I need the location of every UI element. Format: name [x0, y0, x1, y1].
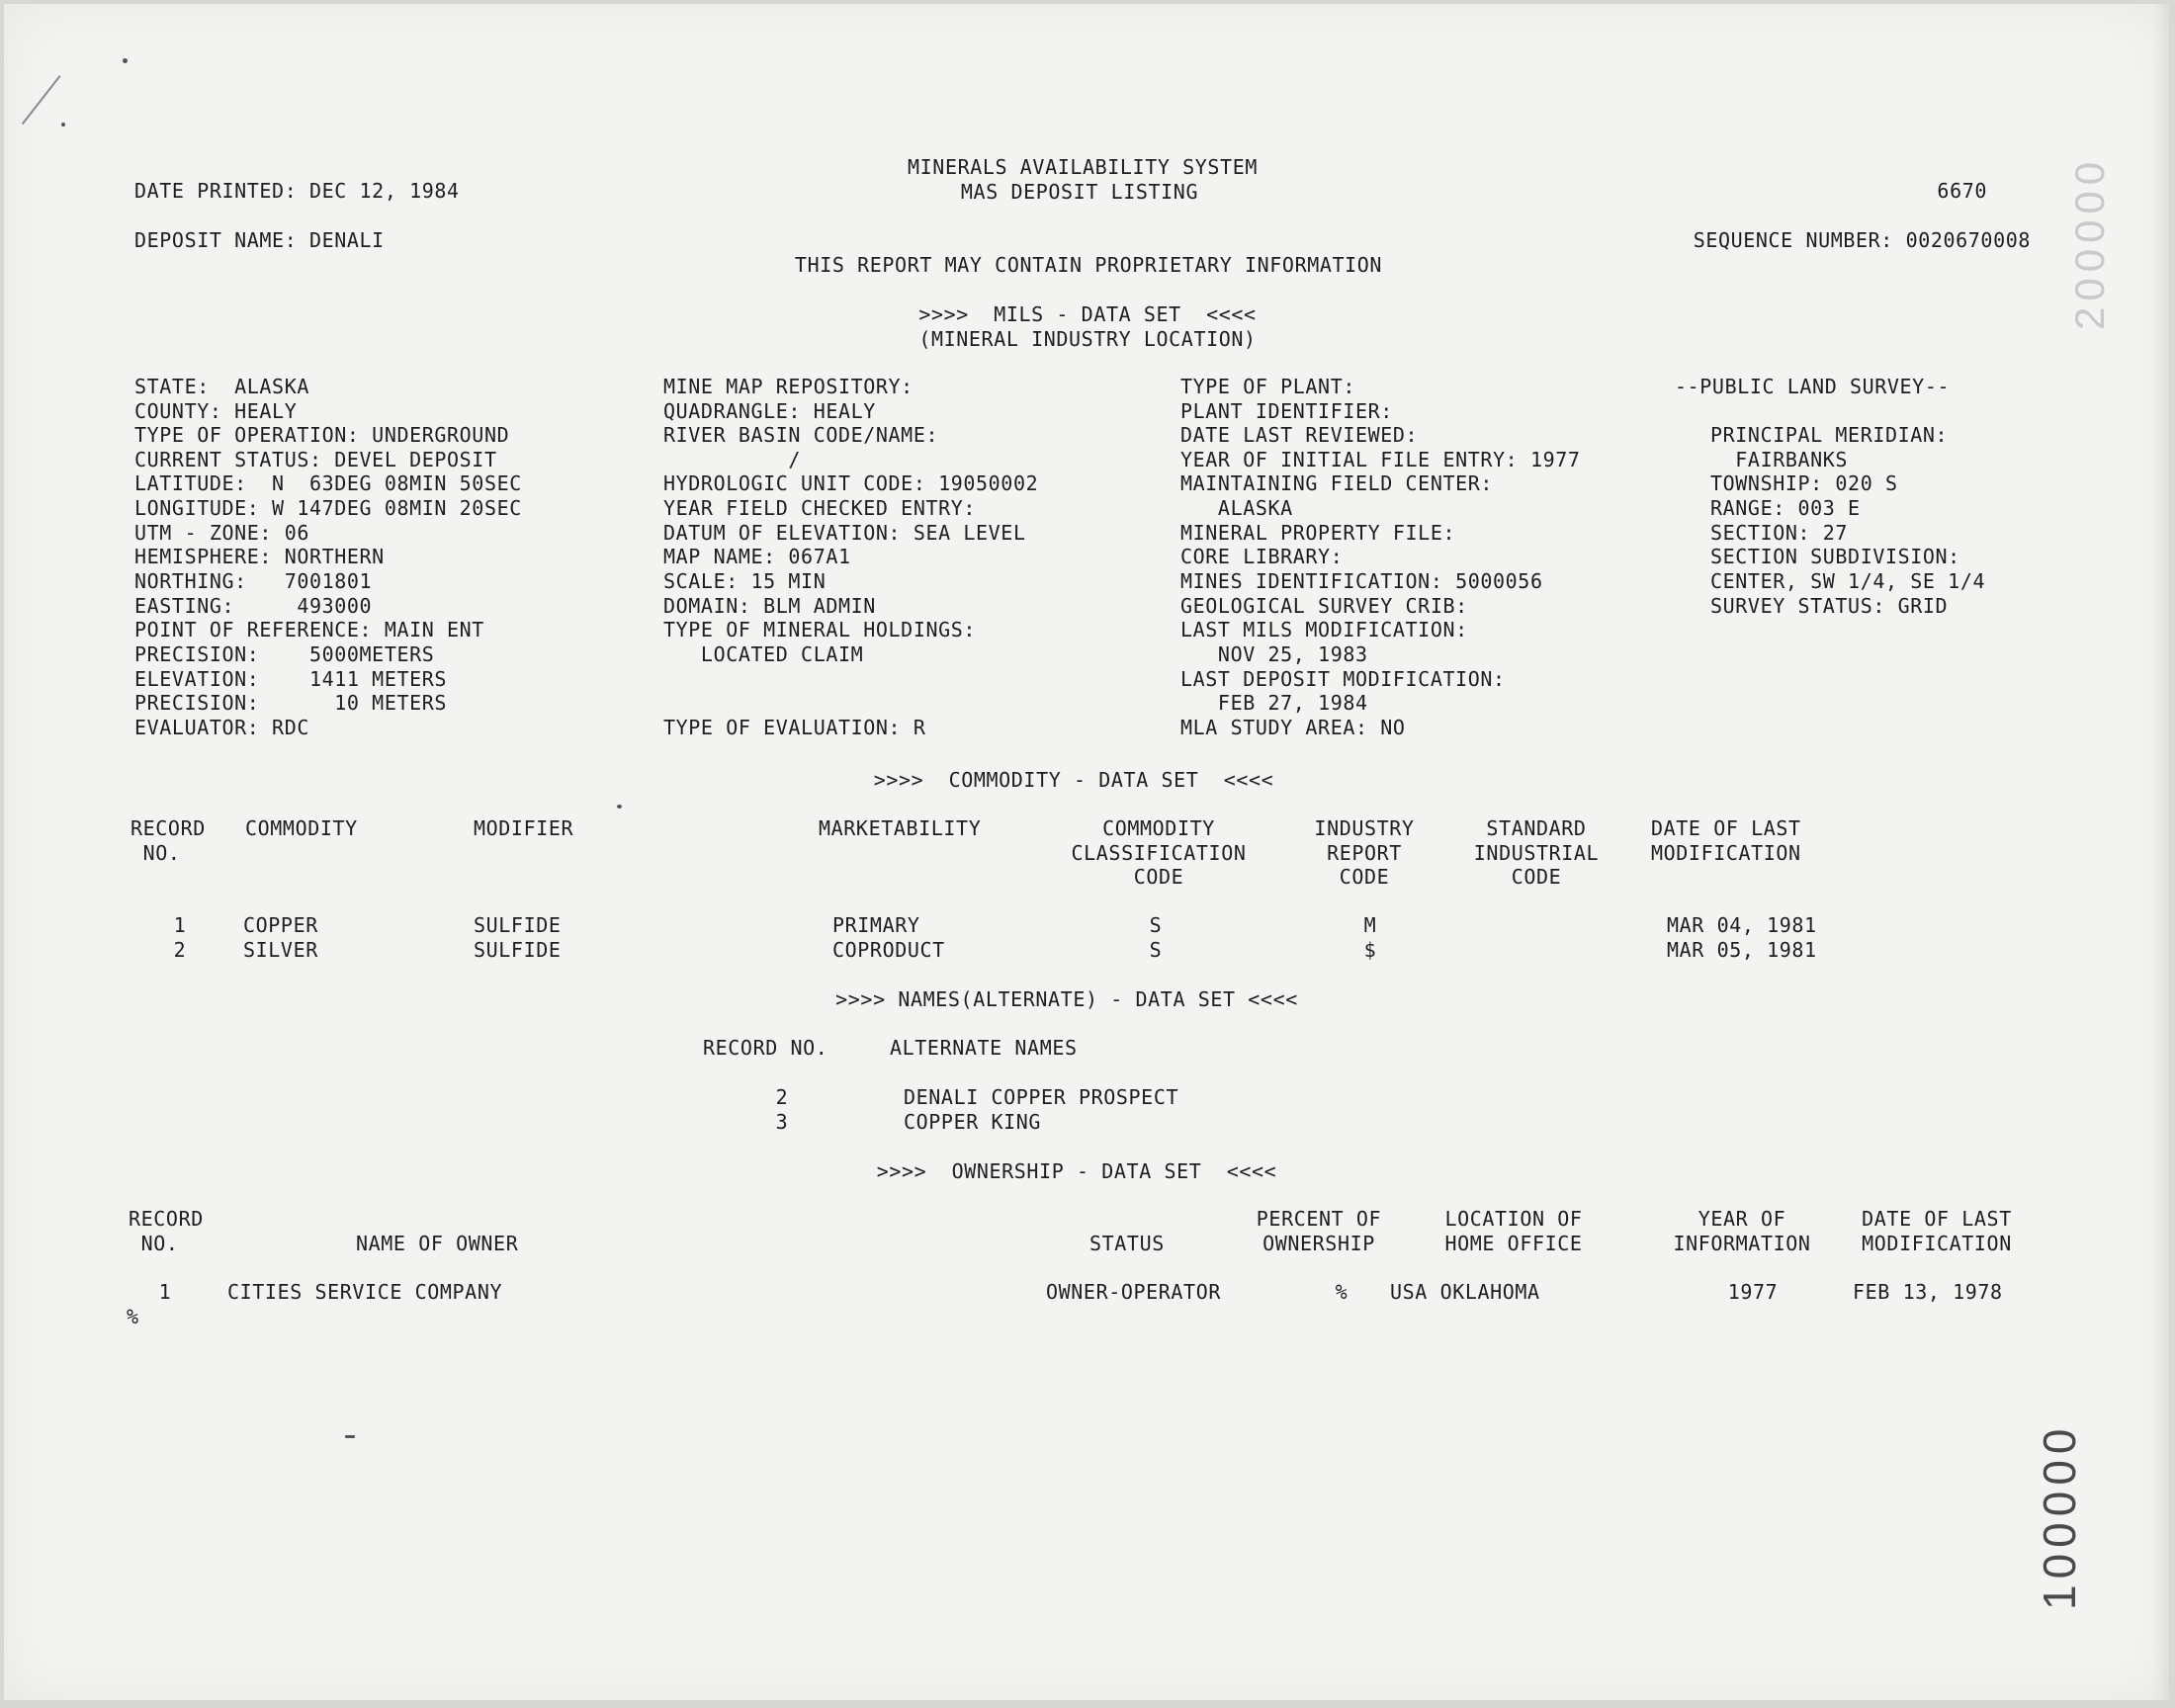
ownership-header: YEAR OF INFORMATION [1673, 1207, 1811, 1255]
ownership-header: PERCENT OF OWNERSHIP [1256, 1207, 1382, 1255]
mils-col3-line: LAST DEPOSIT MODIFICATION: [1180, 667, 1506, 691]
mils-col1-line: PRECISION: 5000METERS [134, 642, 435, 666]
names-header: RECORD NO. [703, 1036, 828, 1060]
mils-col2-line: DATUM OF ELEVATION: SEA LEVEL [663, 521, 1026, 545]
commodity-header: COMMODITY CLASSIFICATION CODE [1071, 816, 1247, 889]
mils-section-subtitle: (MINERAL INDUSTRY LOCATION) [918, 327, 1257, 351]
mils-col4-line: --PUBLIC LAND SURVEY-- [1675, 375, 1951, 398]
mils-col3-line: GEOLOGICAL SURVEY CRIB: [1180, 594, 1468, 618]
listing-title: MAS DEPOSIT LISTING [960, 180, 1199, 204]
mils-col2-line: RIVER BASIN CODE/NAME: [663, 423, 939, 447]
commodity-cell: $ [1363, 938, 1377, 962]
speck [123, 58, 128, 63]
ownership-cell: CITIES SERVICE COMPANY [227, 1280, 503, 1304]
mils-col2-line: QUADRANGLE: HEALY [663, 399, 876, 423]
mils-col1-line: EASTING: 493000 [134, 594, 373, 618]
mils-col3-line: LAST MILS MODIFICATION: [1180, 618, 1468, 641]
ownership-cell: % [1335, 1280, 1348, 1304]
commodity-cell: 2 [173, 938, 187, 962]
mils-col2-line: YEAR FIELD CHECKED ENTRY: [663, 496, 977, 520]
ownership-cell: OWNER-OPERATOR [1046, 1280, 1221, 1304]
ownership-cell: 1977 [1727, 1280, 1779, 1304]
mils-col1-line: EVALUATOR: RDC [134, 716, 309, 739]
speck [61, 123, 65, 127]
mils-col2-line: SCALE: 15 MIN [663, 569, 826, 593]
mils-col2-line: MINE MAP REPOSITORY: [663, 375, 914, 398]
mils-col2-line: LOCATED CLAIM [663, 642, 864, 666]
pencil-mark [22, 75, 61, 125]
commodity-cell: S [1149, 938, 1163, 962]
mils-col3-line: NOV 25, 1983 [1180, 642, 1368, 666]
mils-col1-line: LONGITUDE: W 147DEG 08MIN 20SEC [134, 496, 522, 520]
ownership-header: STATUS [1089, 1232, 1165, 1255]
names-cell: DENALI COPPER PROSPECT [904, 1085, 1179, 1109]
mils-col1-line: UTM - ZONE: 06 [134, 521, 309, 545]
commodity-cell: S [1149, 913, 1163, 937]
commodity-cell: M [1363, 913, 1377, 937]
ownership-cell: USA OKLAHOMA [1390, 1280, 1540, 1304]
mils-col3-line: YEAR OF INITIAL FILE ENTRY: 1977 [1180, 448, 1581, 471]
mils-col4-line: PRINCIPAL MERIDIAN: [1710, 423, 1949, 447]
mils-col4-line: RANGE: 003 E [1710, 496, 1861, 520]
commodity-header: DATE OF LAST MODIFICATION [1651, 816, 1801, 865]
commodity-cell: PRIMARY [832, 913, 920, 937]
mils-section-title: >>>> MILS - DATA SET <<<< [918, 302, 1257, 326]
mils-col3-line: PLANT IDENTIFIER: [1180, 399, 1393, 423]
mils-col1-line: NORTHING: 7001801 [134, 569, 373, 593]
commodity-cell: COPRODUCT [832, 938, 945, 962]
mils-col4-line: CENTER, SW 1/4, SE 1/4 [1710, 569, 1986, 593]
mils-col2-line: MAP NAME: 067A1 [663, 545, 851, 568]
mils-col3-line: MINERAL PROPERTY FILE: [1180, 521, 1456, 545]
deposit-name: DEPOSIT NAME: DENALI [134, 228, 385, 252]
commodity-header: STANDARD INDUSTRIAL CODE [1473, 816, 1600, 889]
system-title: MINERALS AVAILABILITY SYSTEM [908, 155, 1258, 179]
mils-col1-line: STATE: ALASKA [134, 375, 309, 398]
ownership-header: RECORD NO. [129, 1207, 204, 1255]
mils-col2-line: / [663, 448, 802, 471]
scanned-page [4, 4, 2169, 1700]
mils-col3-line: MAINTAINING FIELD CENTER: [1180, 471, 1494, 495]
ownership-cell: 1 [158, 1280, 172, 1304]
mils-col3-line: FEB 27, 1984 [1180, 691, 1368, 715]
date-printed: DATE PRINTED: DEC 12, 1984 [134, 179, 460, 203]
mils-col3-line: MINES IDENTIFICATION: 5000056 [1180, 569, 1543, 593]
commodity-header: RECORD NO. [130, 816, 206, 865]
mils-col3-line: ALASKA [1180, 496, 1293, 520]
commodity-cell: SULFIDE [474, 938, 562, 962]
mils-col4-line: TOWNSHIP: 020 S [1710, 471, 1898, 495]
mils-col2-line: TYPE OF MINERAL HOLDINGS: [663, 618, 977, 641]
commodity-cell: COPPER [243, 913, 318, 937]
speck [345, 1435, 355, 1438]
commodity-section-title: >>>> COMMODITY - DATA SET <<<< [873, 768, 1274, 792]
mils-col1-line: POINT OF REFERENCE: MAIN ENT [134, 618, 484, 641]
mils-col2-line: HYDROLOGIC UNIT CODE: 19050002 [663, 471, 1039, 495]
names-section-title: >>>> NAMES(ALTERNATE) - DATA SET <<<< [835, 987, 1298, 1011]
faded-stamp: 200000 [2066, 155, 2113, 330]
ownership-header: LOCATION OF HOME OFFICE [1444, 1207, 1583, 1255]
ownership-header: NAME OF OWNER [356, 1232, 519, 1255]
proprietary-notice: THIS REPORT MAY CONTAIN PROPRIETARY INFORMATION [794, 253, 1383, 277]
commodity-header: MODIFIER [474, 816, 574, 840]
speck [617, 805, 622, 809]
mils-col1-line: ELEVATION: 1411 METERS [134, 667, 448, 691]
mils-col1-line: CURRENT STATUS: DEVEL DEPOSIT [134, 448, 497, 471]
mils-col4-line: SECTION: 27 [1710, 521, 1849, 545]
mils-col1-line: LATITUDE: N 63DEG 08MIN 50SEC [134, 471, 522, 495]
commodity-header: COMMODITY [245, 816, 358, 840]
commodity-cell: SULFIDE [474, 913, 562, 937]
mils-col2-line: TYPE OF EVALUATION: R [663, 716, 926, 739]
names-cell: 3 [775, 1110, 789, 1134]
end-marker: % [127, 1305, 139, 1328]
mils-col3-line: MLA STUDY AREA: NO [1180, 716, 1406, 739]
page-number: 6670 [1937, 179, 1987, 203]
mils-col1-line: PRECISION: 10 METERS [134, 691, 448, 715]
mils-col4-line: SURVEY STATUS: GRID [1710, 594, 1949, 618]
names-cell: 2 [775, 1085, 789, 1109]
mils-col1-line: TYPE OF OPERATION: UNDERGROUND [134, 423, 510, 447]
file-number-stamp: 100000 [2034, 1422, 2085, 1610]
sequence-number: SEQUENCE NUMBER: 0020670008 [1693, 228, 2031, 252]
commodity-cell: MAR 05, 1981 [1667, 938, 1817, 962]
mils-col1-line: COUNTY: HEALY [134, 399, 298, 423]
mils-col3-line: CORE LIBRARY: [1180, 545, 1344, 568]
names-cell: COPPER KING [904, 1110, 1042, 1134]
ownership-cell: FEB 13, 1978 [1853, 1280, 2003, 1304]
ownership-section-title: >>>> OWNERSHIP - DATA SET <<<< [876, 1159, 1277, 1183]
commodity-cell: 1 [173, 913, 187, 937]
mils-col3-line: TYPE OF PLANT: [1180, 375, 1355, 398]
commodity-cell: MAR 04, 1981 [1667, 913, 1817, 937]
commodity-header: MARKETABILITY [819, 816, 982, 840]
mils-col1-line: HEMISPHERE: NORTHERN [134, 545, 385, 568]
commodity-header: INDUSTRY REPORT CODE [1314, 816, 1415, 889]
mils-col4-line: SECTION SUBDIVISION: [1710, 545, 1960, 568]
ownership-header: DATE OF LAST MODIFICATION [1862, 1207, 2012, 1255]
mils-col2-line: DOMAIN: BLM ADMIN [663, 594, 876, 618]
names-header: ALTERNATE NAMES [890, 1036, 1078, 1060]
commodity-cell: SILVER [243, 938, 318, 962]
mils-col4-line: FAIRBANKS [1710, 448, 1849, 471]
mils-col3-line: DATE LAST REVIEWED: [1180, 423, 1419, 447]
